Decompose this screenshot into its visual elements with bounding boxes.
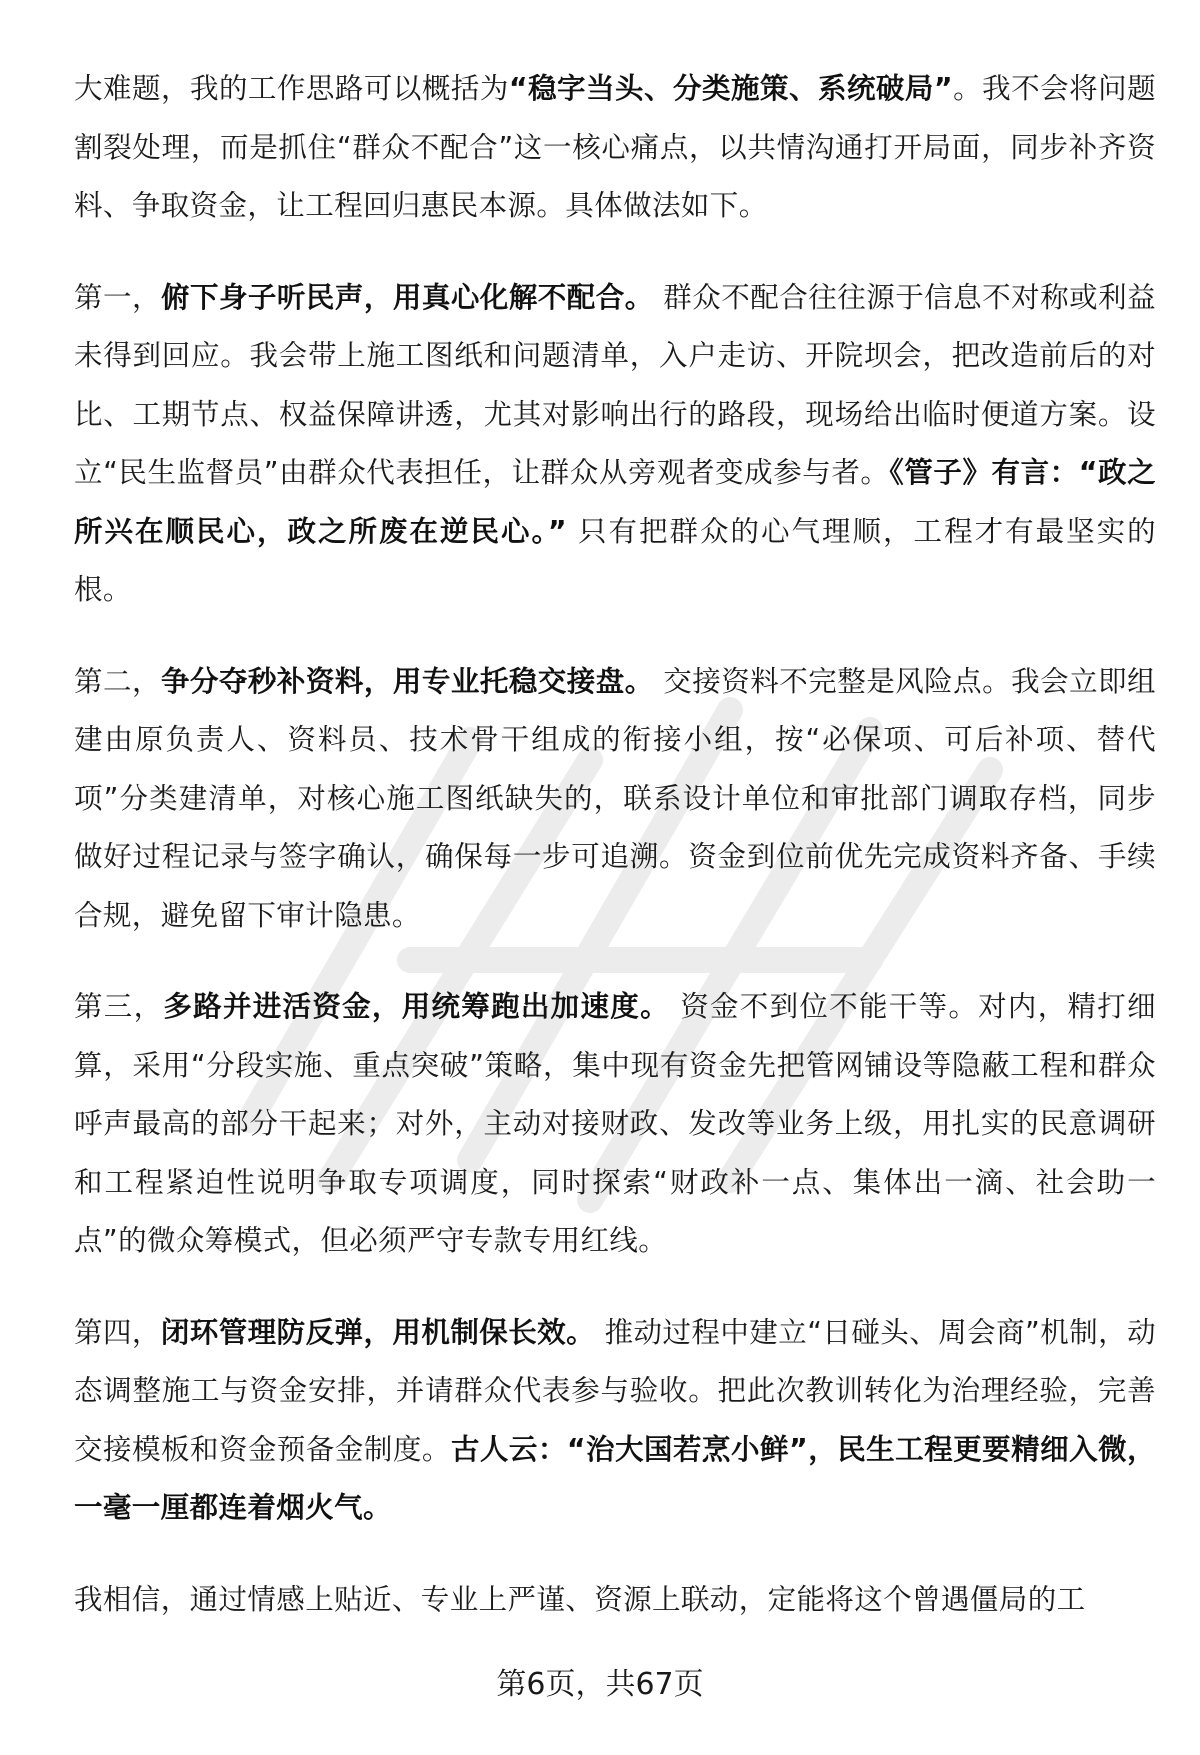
document-page bbox=[74, 60, 1156, 1662]
emphasis-text: 闭环管理防反弹，用机制保长效。 bbox=[160, 1315, 596, 1349]
body-text: 第一， bbox=[74, 280, 161, 314]
body-text: 。我不会将问题割裂处理，而是抓住“群众不配合”这一核心痛点，以共情沟通打开局面，同步补齐资料、争取资金，让工程回归惠民本源。具体做法如下。 bbox=[74, 72, 1156, 222]
body-text: 只有把群众的心气理顺，工程才有最坚实的根。 bbox=[74, 514, 1156, 606]
paragraph-intro bbox=[74, 60, 1156, 236]
body-text: 群众不配合往往源于信息不对称或利益未得到回应。我会带上施工图纸和问题清单，入户走访、开院坝会，把改造前后的对比、工期节点、权益保障讲透，尤其对影响出行的路段，现场给出临时便道方案。设立“民生监督员”由群众代表担任，让群众从旁观者变成参与者。 bbox=[74, 280, 1156, 489]
emphasis-text: 古人云：“治大国若烹小鲜”，民生工程更要精细入微，一毫一厘都连着烟火气。 bbox=[74, 1432, 1156, 1524]
body-text: 第三， bbox=[74, 990, 164, 1023]
body-text: 第二， bbox=[74, 664, 161, 698]
page-number: 第6页，共67页 bbox=[496, 1667, 704, 1702]
body-text: 第四， bbox=[74, 1315, 161, 1349]
paragraph-point-1 bbox=[74, 269, 1156, 620]
body-text: 大难题，我的工作思路可以概括为 bbox=[74, 72, 509, 105]
emphasis-text: 俯下身子听民声，用真心化解不配合。 bbox=[160, 280, 654, 314]
paragraph-point-4 bbox=[74, 1304, 1156, 1538]
body-text: 我相信，通过情感上贴近、专业上严谨、资源上联动，定能将这个曾遇僵局的工 bbox=[74, 1582, 1086, 1616]
emphasis-text: 多路并进活资金，用统筹跑出加速度。 bbox=[163, 990, 670, 1023]
paragraph-point-2 bbox=[74, 653, 1156, 946]
paragraph-point-3 bbox=[74, 978, 1156, 1271]
body-text: 资金不到位不能干等。对内，精打细算，采用“分段实施、重点突破”策略，集中现有资金先把管网铺设等隐蔽工程和群众呼声最高的部分干起来；对外，主动对接财政、发改等业务上级，用扎实的民意调研和工程紧迫性说明争取专项调度，同时探索“财政补一点、集体出一滴、社会助一点”的微众筹模式，但必须严守专款专用红线。 bbox=[74, 990, 1156, 1257]
paragraph-conclusion bbox=[74, 1571, 1156, 1630]
emphasis-text: 《管子》有言：“政之所兴在顺民心，政之所废在逆民心。” bbox=[74, 456, 1156, 548]
body-text: 交接资料不完整是风险点。我会立即组建由原负责人、资料员、技术骨干组成的衔接小组，按“必保项、可后补项、替代项”分类建清单，对核心施工图纸缺失的，联系设计单位和审批部门调取存档，同步做好过程记录与签字确认，确保每一步可追溯。资金到位前优先完成资料齐备、手续合规，避免留下审计隐患。 bbox=[74, 664, 1156, 932]
emphasis-text: 争分夺秒补资料，用专业托稳交接盘。 bbox=[160, 664, 654, 698]
body-text: 推动过程中建立“日碰头、周会商”机制，动态调整施工与资金安排，并请群众代表参与验收。把此次教训转化为治理经验，完善交接模板和资金预备金制度。 bbox=[74, 1315, 1156, 1466]
emphasis-text: “稳字当头、分类施策、系统破局” bbox=[508, 72, 954, 105]
